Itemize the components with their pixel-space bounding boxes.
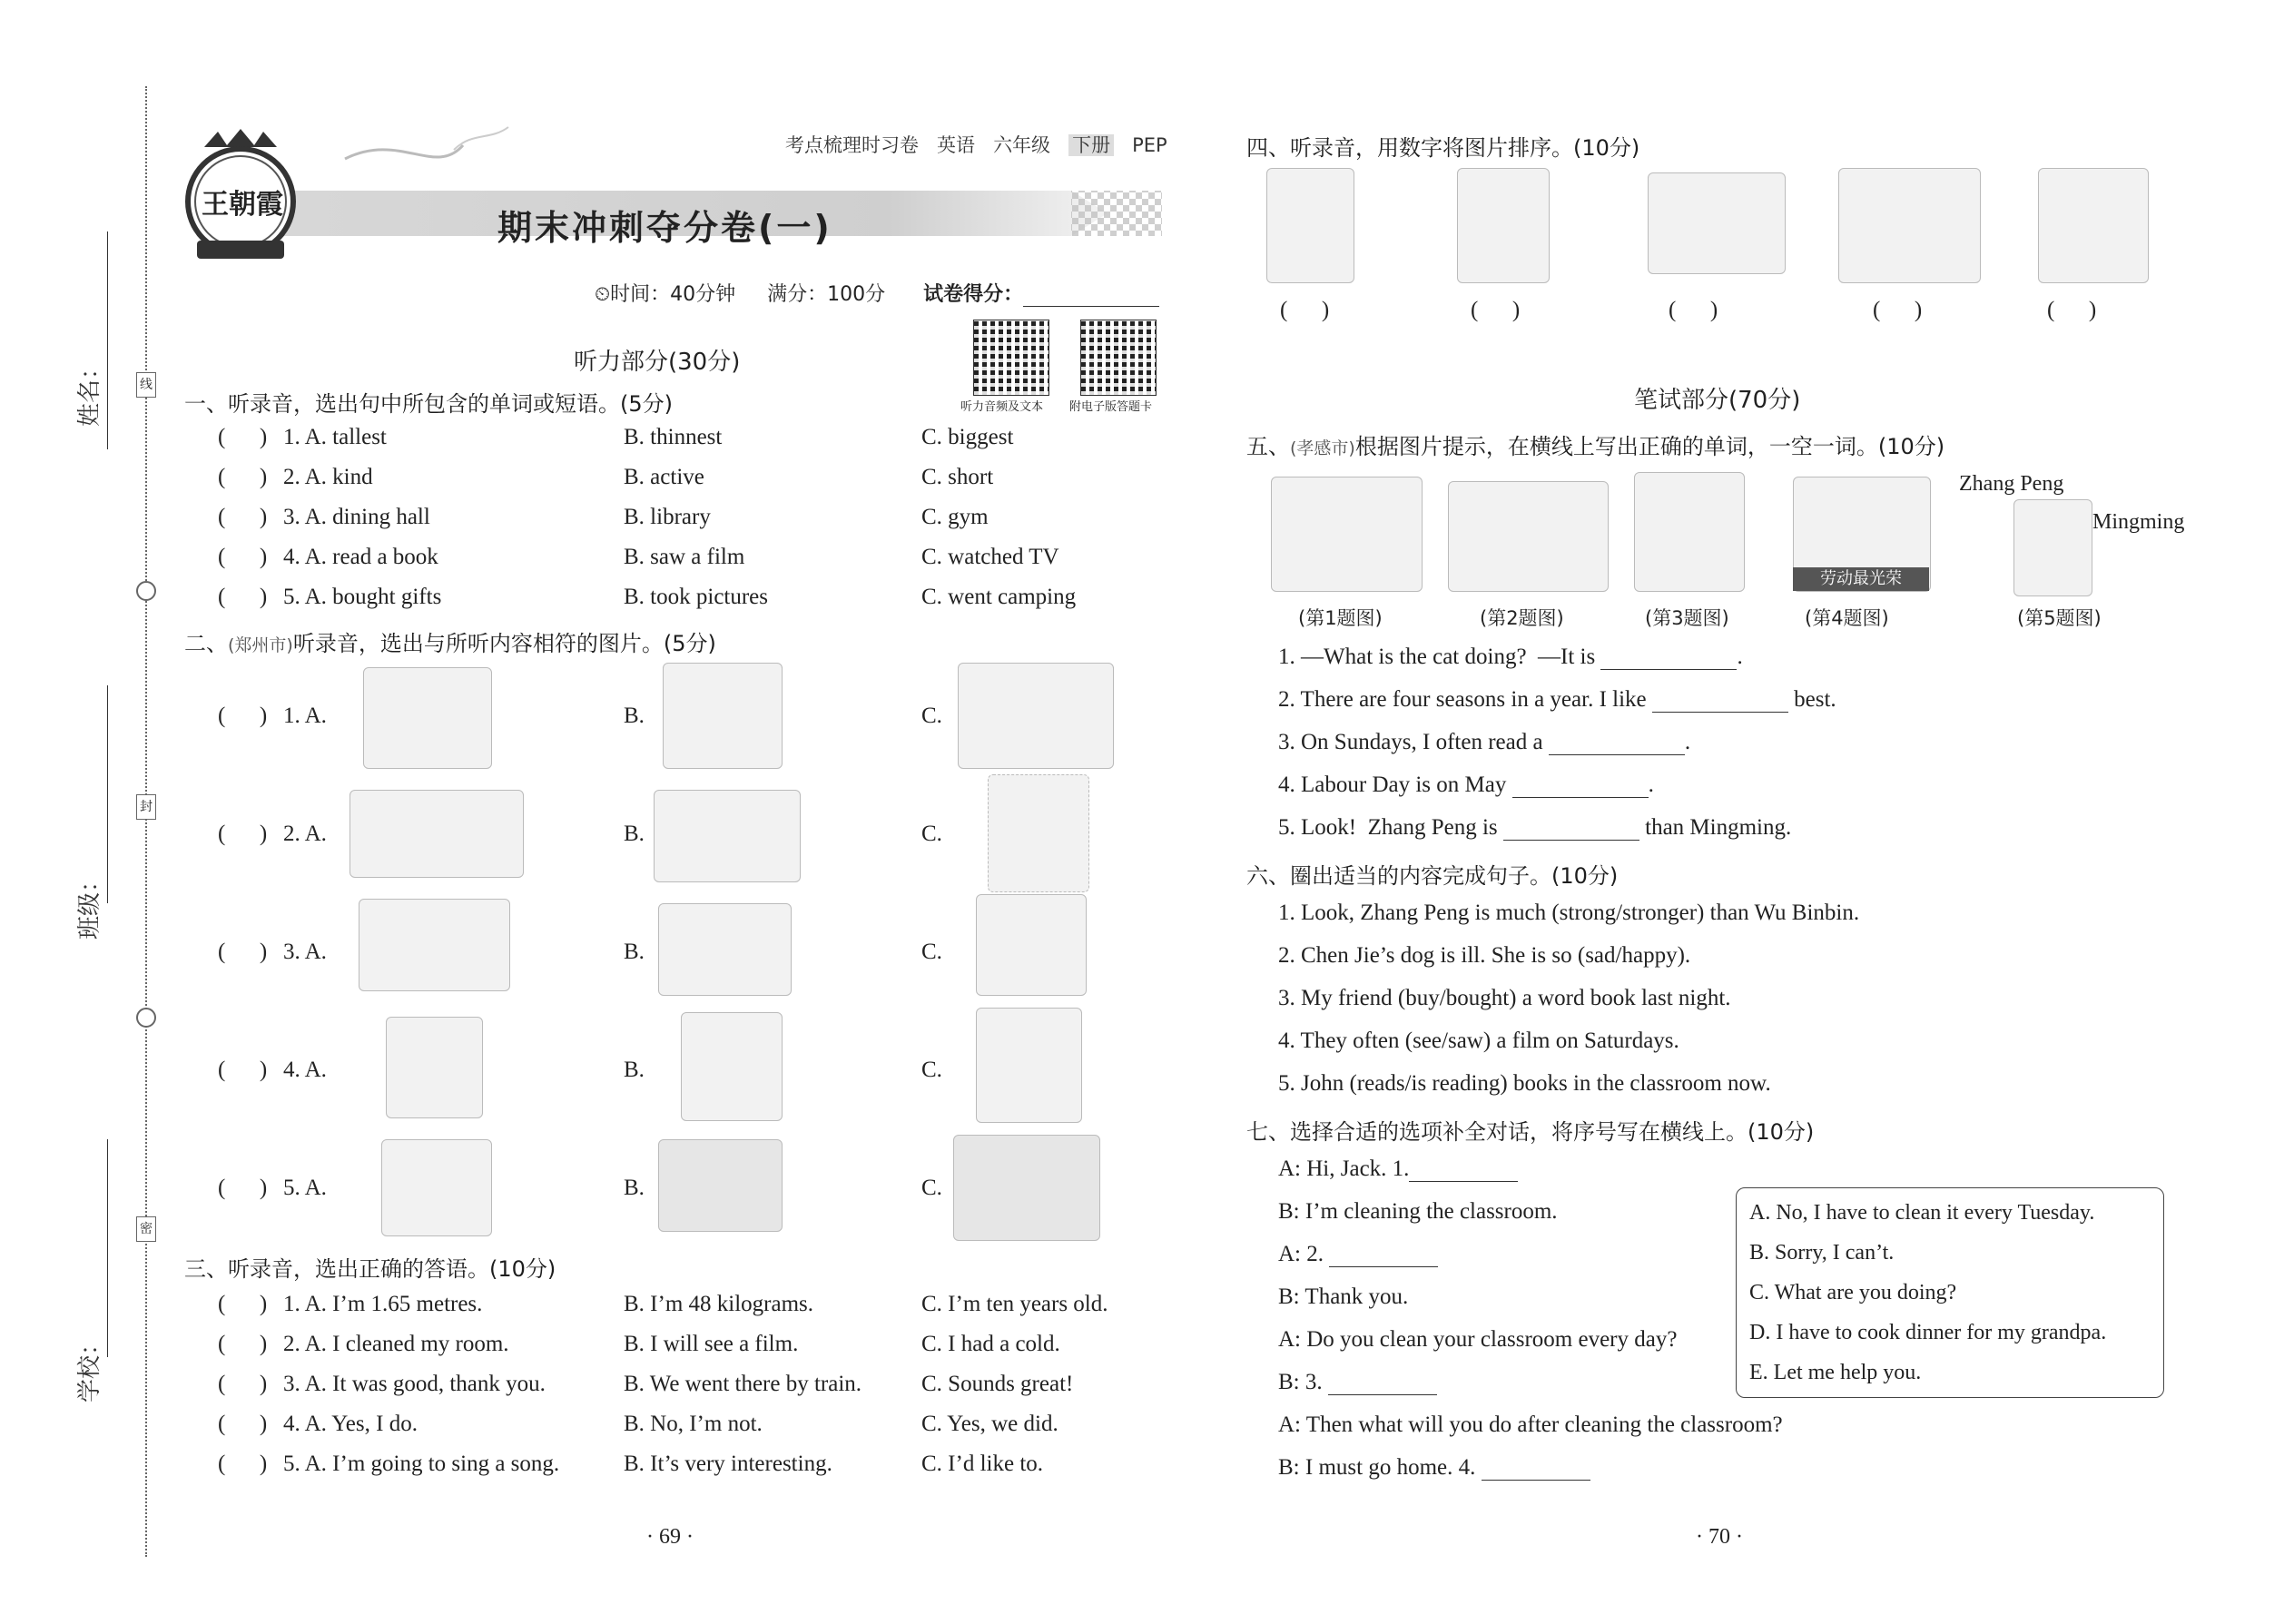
answer-blank[interactable]	[1329, 1266, 1438, 1267]
caption-2: (第2题图)	[1480, 607, 1564, 629]
class-label: 班级：	[76, 868, 103, 940]
dialogue-line-5: A: Do you clean your classroom every day?	[1278, 1327, 1678, 1352]
answer-blank[interactable]	[1549, 754, 1685, 755]
caption-4: (第4题图)	[1805, 607, 1889, 629]
s2-b-label: B.	[624, 1176, 645, 1200]
s3-item-5-b: B. It’s very interesting.	[624, 1452, 832, 1476]
order-bracket[interactable]: ( )	[1280, 298, 1330, 322]
answer-bracket[interactable]: ( )	[218, 822, 268, 846]
page-title: 期末冲刺夺分卷(一)	[497, 208, 832, 248]
answer-bracket[interactable]: ( )	[218, 505, 268, 529]
answer-bracket[interactable]: ( )	[218, 545, 268, 569]
picture-sneezing-man	[658, 1139, 783, 1232]
picture-man-with-camera	[976, 894, 1087, 996]
answer-bracket[interactable]: ( )	[218, 1372, 268, 1396]
brand-logo-text: 王朝霞	[202, 189, 283, 221]
s1-item-2-a: 2. A. kind	[283, 465, 373, 489]
picture-girl-at-desk	[1648, 172, 1786, 274]
series-edition: PEP	[1132, 134, 1167, 156]
option-a: A. No, I have to clean it every Tuesday.	[1749, 1201, 2095, 1225]
s5-question-2: 2. There are four seasons in a year. I like best.	[1278, 687, 1836, 712]
answer-bracket[interactable]: ( )	[218, 425, 268, 449]
s3-item-4-b: B. No, I’m not.	[624, 1412, 763, 1436]
full-score: 满分：100分	[767, 283, 886, 306]
page-number-right: · 70 ·	[1696, 1525, 1743, 1549]
caption-3: (第3题图)	[1645, 607, 1729, 629]
name-mingming: Mingming	[2092, 510, 2185, 534]
seal-tag-seal: 封	[136, 794, 156, 820]
answer-blank[interactable]	[1482, 1480, 1590, 1481]
s2-b-label: B.	[624, 704, 645, 728]
s1-item-4-c: C. watched TV	[921, 545, 1059, 569]
order-bracket[interactable]: ( )	[1669, 298, 1718, 322]
answer-blank[interactable]	[1512, 797, 1649, 798]
s3-item-1-b: B. I’m 48 kilograms.	[624, 1292, 814, 1316]
s2-b-label: B.	[624, 822, 645, 846]
s2-c-label: C.	[921, 822, 942, 846]
page-number-left: · 69 ·	[646, 1525, 694, 1549]
dialogue-line-6: B: 3.	[1278, 1370, 1437, 1395]
time-limit: 时间：40分钟	[610, 283, 736, 306]
answer-bracket[interactable]: ( )	[218, 1292, 268, 1316]
options-box	[1736, 1187, 2164, 1398]
s1-item-1-a: 1. A. tallest	[283, 425, 387, 449]
dialogue-line-4: B: Thank you.	[1278, 1284, 1409, 1309]
dialogue-line-8: B: I must go home. 4.	[1278, 1455, 1590, 1481]
caption-1: (第1题图)	[1298, 607, 1383, 629]
answer-blank[interactable]	[1600, 669, 1737, 670]
picture-watching-tv	[1838, 168, 1981, 283]
option-e: E. Let me help you.	[1749, 1361, 1922, 1384]
answer-bracket[interactable]: ( )	[218, 465, 268, 489]
s2-c-label: C.	[921, 704, 942, 728]
answer-bracket[interactable]: ( )	[218, 940, 268, 964]
picture-two-girls	[1457, 168, 1550, 283]
answer-bracket[interactable]: ( )	[218, 585, 268, 609]
picture-tall-and-short-boys	[988, 774, 1089, 892]
section-4-title: 四、听录音，用数字将图片排序。(10分)	[1246, 135, 1640, 161]
clock-icon: ⏲	[595, 283, 611, 306]
s1-item-2-c: C. short	[921, 465, 994, 489]
section-2-title: 二、(郑州市)听录音，选出与所听内容相符的图片。(5分)	[184, 631, 716, 656]
answer-bracket[interactable]: ( )	[218, 704, 268, 728]
seal-tag-secret: 密	[136, 1216, 156, 1242]
dialogue-line-7: A: Then what will you do after cleaning the classroom?	[1278, 1412, 1783, 1437]
picture-taking-pictures	[658, 903, 792, 996]
listening-part-title: 听力部分(30分)	[574, 349, 741, 376]
s5-question-1: 1. —What is the cat doing? —It is .	[1278, 645, 1743, 669]
picture-boy-writing	[381, 1139, 492, 1236]
s6-item-1[interactable]: 1. Look, Zhang Peng is much (strong/stronger) than Wu Binbin.	[1278, 901, 1860, 925]
section-7-title: 七、选择合适的选项补全对话，将序号写在横线上。(10分)	[1246, 1119, 1815, 1145]
class-line	[107, 685, 108, 903]
school-line	[107, 1139, 108, 1357]
caption-5: (第5题图)	[2017, 607, 2102, 629]
answer-blank[interactable]	[1409, 1181, 1518, 1182]
series-name: 考点梳理时习卷	[785, 134, 919, 156]
picture-boy-reading	[1634, 472, 1745, 592]
picture-girl-sweeping	[1266, 168, 1354, 283]
option-d: D. I have to cook dinner for my grandpa.	[1749, 1321, 2107, 1344]
answer-bracket[interactable]: ( )	[218, 1412, 268, 1436]
s1-item-3-a: 3. A. dining hall	[283, 505, 430, 529]
picture-riding-bike	[386, 1017, 483, 1118]
s2-c-label: C.	[921, 940, 942, 964]
binding-hole-icon	[136, 581, 156, 601]
order-bracket[interactable]: ( )	[2047, 298, 2097, 322]
section-3-title: 三、听录音，选出正确的答语。(10分)	[184, 1256, 556, 1282]
answer-blank[interactable]	[1328, 1394, 1437, 1395]
qr-label-audio: 听力音频及文本	[960, 400, 1044, 414]
s6-item-5[interactable]: 5. John (reads/is reading) books in the classroom now.	[1278, 1071, 1771, 1096]
s3-item-3-b: B. We went there by train.	[624, 1372, 862, 1396]
s6-item-3[interactable]: 3. My friend (buy/bought) a word book last night.	[1278, 986, 1731, 1010]
s2-c-label: C.	[921, 1176, 942, 1200]
qr-code-card[interactable]	[1080, 320, 1157, 396]
score-field	[1023, 306, 1159, 307]
order-bracket[interactable]: ( )	[1873, 298, 1923, 322]
s1-item-3-c: C. gym	[921, 505, 989, 529]
option-c: C. What are you doing?	[1749, 1281, 1957, 1304]
s1-item-1-c: C. biggest	[921, 425, 1014, 449]
s3-item-5-c: C. I’d like to.	[921, 1452, 1044, 1476]
s3-item-2-c: C. I had a cold.	[921, 1332, 1060, 1356]
s2-item-3-label: 3. A.	[283, 940, 327, 964]
picture-grandma-and-boy	[654, 790, 801, 882]
cut-line	[145, 86, 147, 1557]
s3-item-3-c: C. Sounds great!	[921, 1372, 1074, 1396]
s3-item-4-c: C. Yes, we did.	[921, 1412, 1058, 1436]
s3-item-1-a: 1. A. I’m 1.65 metres.	[283, 1292, 483, 1316]
answer-bracket[interactable]: ( )	[218, 1332, 268, 1356]
s3-item-2-a: 2. A. I cleaned my room.	[283, 1332, 509, 1356]
series-grade: 六年级	[993, 134, 1051, 156]
option-b: B. Sorry, I can’t.	[1749, 1241, 1895, 1265]
name-label: 姓名：	[76, 355, 103, 427]
s2-item-5-label: 5. A.	[283, 1176, 327, 1200]
s1-item-2-b: B. active	[624, 465, 704, 489]
dialogue-line-3: A: 2.	[1278, 1242, 1438, 1267]
answer-bracket[interactable]: ( )	[218, 1058, 268, 1082]
exam-info	[595, 279, 1159, 307]
picture-sleeping-cat	[1271, 477, 1423, 592]
s1-item-5-b: B. took pictures	[624, 585, 769, 609]
s3-item-2-b: B. I will see a film.	[624, 1332, 799, 1356]
s3-item-5-a: 5. A. I’m going to sing a song.	[283, 1452, 560, 1476]
answer-blank[interactable]	[1503, 840, 1639, 841]
s5-question-5: 5. Look! Zhang Peng is than Mingming.	[1278, 815, 1792, 840]
picture-swimming	[359, 899, 510, 991]
answer-bracket[interactable]: ( )	[218, 1452, 268, 1476]
s2-item-2-label: 2. A.	[283, 822, 327, 846]
picture-boy-watching-tv	[958, 663, 1114, 769]
dialogue-line-1: A: Hi, Jack. 1.	[1278, 1156, 1518, 1182]
binding-hole-icon	[136, 1008, 156, 1028]
s1-item-5-a: 5. A. bought gifts	[283, 585, 442, 609]
s1-item-4-a: 4. A. read a book	[283, 545, 438, 569]
writing-part-title: 笔试部分(70分)	[1634, 387, 1801, 414]
labour-day-banner: 劳动最光荣	[1793, 567, 1929, 591]
qr-code-audio[interactable]	[973, 320, 1049, 396]
s2-b-label: B.	[624, 940, 645, 964]
crown-icon	[204, 129, 277, 147]
series-info	[785, 131, 1167, 158]
s1-item-4-b: B. saw a film	[624, 545, 745, 569]
answer-blank[interactable]	[1652, 712, 1788, 713]
s2-c-label: C.	[921, 1058, 942, 1082]
section-6-title: 六、圈出适当的内容完成句子。(10分)	[1246, 863, 1619, 889]
picture-mopping-floor	[363, 667, 492, 769]
name-line	[107, 231, 108, 449]
s5-question-3: 3. On Sundays, I often read a .	[1278, 730, 1691, 754]
dialogue-line-2: B: I’m cleaning the classroom.	[1278, 1199, 1558, 1224]
s3-item-4-a: 4. A. Yes, I do.	[283, 1412, 418, 1436]
score-label: 试卷得分：	[923, 283, 1024, 306]
s1-item-1-b: B. thinnest	[624, 425, 723, 449]
picture-two-mice	[350, 790, 524, 878]
section-1-title: 一、听录音，选出句中所包含的单词或短语。(5分)	[184, 391, 673, 417]
s2-item-1-label: 1. A.	[283, 704, 327, 728]
s6-item-2[interactable]: 2. Chen Jie’s dog is ill. She is so (sad/happy).	[1278, 943, 1691, 968]
s2-item-4-label: 4. A.	[283, 1058, 327, 1082]
section-5-title: 五、(孝感市)根据图片提示，在横线上写出正确的单词，一空一词。(10分)	[1246, 434, 1945, 459]
picture-girl-washing-clothes	[663, 663, 783, 769]
s1-item-3-b: B. library	[624, 505, 711, 529]
picture-girl-singing	[2038, 168, 2149, 283]
seal-tag-line: 线	[136, 372, 156, 398]
qr-label-card: 附电子版答题卡	[1069, 400, 1153, 414]
series-subject: 英语	[937, 134, 976, 156]
picture-tall-and-short-boys	[2013, 499, 2092, 596]
answer-bracket[interactable]: ( )	[218, 1176, 268, 1200]
picture-winter-house	[1448, 481, 1609, 592]
s3-item-3-a: 3. A. It was good, thank you.	[283, 1372, 546, 1396]
s6-item-4[interactable]: 4. They often (see/saw) a film on Saturdays.	[1278, 1029, 1679, 1053]
s1-item-5-c: C. went camping	[921, 585, 1077, 609]
picture-playing-badminton	[976, 1008, 1082, 1123]
s3-item-1-c: C. I’m ten years old.	[921, 1292, 1108, 1316]
school-label: 学校：	[76, 1331, 103, 1403]
order-bracket[interactable]: ( )	[1471, 298, 1521, 322]
s5-question-4: 4. Labour Day is on May .	[1278, 773, 1654, 797]
name-zhang-peng: Zhang Peng	[1959, 472, 2064, 496]
s2-b-label: B.	[624, 1058, 645, 1082]
picture-cinema	[953, 1135, 1100, 1241]
series-volume: 下册	[1068, 134, 1114, 156]
picture-girl-with-cold	[681, 1012, 783, 1121]
